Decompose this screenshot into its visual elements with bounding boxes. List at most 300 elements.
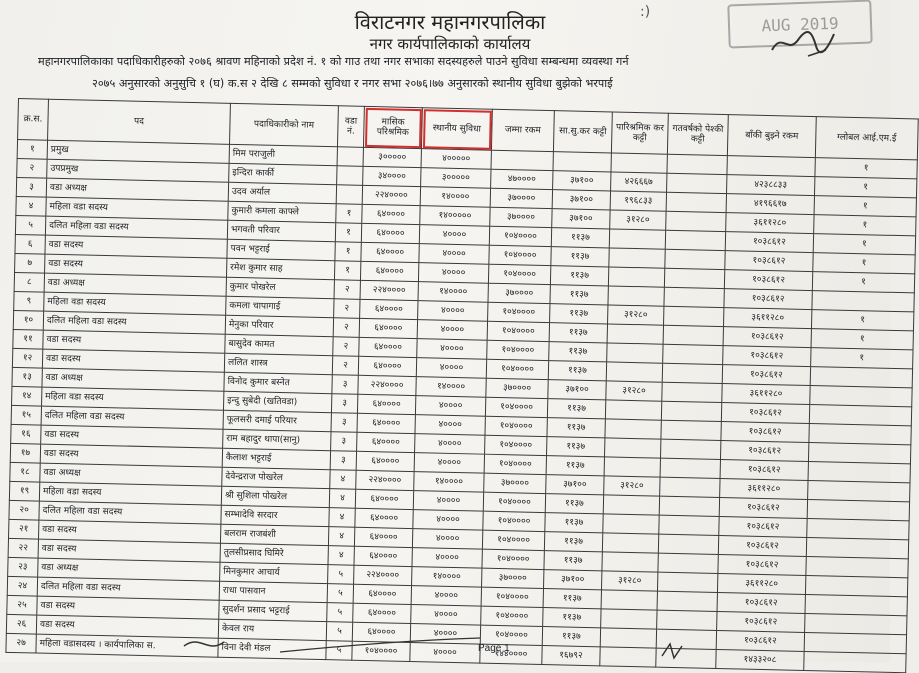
table-cell: ११३७: [547, 399, 605, 419]
table-cell: ६४००००: [353, 603, 411, 623]
table-cell: वडा सदस्य: [42, 349, 224, 372]
table-cell: [805, 594, 907, 615]
table-cell: ४००००: [415, 415, 485, 436]
table-cell: ४००००: [419, 225, 489, 246]
corner-signature: [660, 640, 700, 660]
allowance-table-wrapper: [5, 98, 917, 673]
table-cell: वडा सदस्य: [45, 235, 227, 258]
allowance-table: [5, 98, 918, 673]
table-cell: ३: [330, 451, 356, 471]
table-cell: ४००००: [413, 510, 483, 531]
table-cell: वडा सदस्य: [36, 615, 218, 638]
table-cell: ११३७: [543, 608, 601, 628]
table-cell: [805, 575, 907, 596]
table-cell: [553, 152, 611, 172]
table-cell: दलित महिला वडा सदस्य: [39, 501, 221, 524]
table-cell: [609, 229, 665, 249]
table-cell: [603, 495, 659, 515]
table-cell: [602, 552, 658, 572]
table-cell: राधा पासवान: [219, 581, 327, 602]
table-cell: १४०००००: [420, 206, 490, 227]
table-cell: १४००००: [420, 187, 490, 208]
table-cell: [663, 325, 723, 345]
table-cell: २: [334, 299, 360, 319]
table-cell: ४००००: [418, 301, 488, 322]
table-cell: २२४००००: [360, 280, 418, 300]
table-cell: १: [811, 348, 913, 369]
table-cell: [662, 382, 722, 402]
table-cell: देवेन्द्रराज पोखरेल: [222, 467, 330, 488]
table-cell: १५: [11, 405, 41, 425]
table-cell: १०३८६१२: [724, 270, 812, 291]
table-cell: ६४००००: [359, 337, 417, 357]
table-cell: ४: [329, 489, 355, 509]
table-cell: पवन भट्टराई: [227, 239, 335, 260]
smiley-mark-icon: :): [640, 4, 651, 20]
table-cell: ११३७: [551, 247, 609, 267]
table-cell: [808, 481, 910, 502]
table-cell: वडा अध्यक्ष: [44, 273, 226, 296]
table-cell: [665, 230, 725, 250]
table-cell: २: [17, 158, 47, 178]
table-cell: २३: [8, 557, 38, 577]
table-cell: महिला वडा सदस्य: [46, 197, 228, 220]
table-cell: २: [333, 337, 359, 357]
table-cell: [601, 590, 657, 610]
table-cell: [601, 609, 657, 629]
table-cell: ११३७: [547, 437, 605, 457]
table-cell: ३: [331, 432, 357, 452]
table-cell: दलित महिला वडा सदस्य: [45, 216, 227, 239]
table-cell: ३६११२८०: [717, 574, 805, 595]
table-cell: १: [335, 223, 361, 243]
table-cell: [664, 268, 724, 288]
table-cell: [804, 651, 906, 672]
table-cell: २२: [8, 538, 38, 558]
table-cell: ४००००: [415, 434, 485, 455]
table-cell: १०४००००: [485, 397, 547, 417]
table-cell: १: [334, 261, 360, 281]
intro-line-1: महानगरपालिकाका पदाधिकारीहरुको २०७६ श्रावण महिनाको प्रदेश नं. १ को गाउ तथा नगर सभाका सदस्यहरुले पाउने सुविधा सम्बन्धमा व्यवस्था गर्न: [38, 55, 629, 68]
table-cell: [606, 362, 662, 382]
table-cell: [662, 363, 722, 383]
table-cell: ६४००००: [357, 413, 415, 433]
table-cell: १०३८६१२: [724, 289, 812, 310]
table-cell: ६४००००: [354, 546, 412, 566]
table-cell: १: [814, 196, 916, 217]
table-cell: वडा सदस्य: [37, 596, 219, 619]
signature-mark: [768, 28, 838, 58]
table-cell: ३७१००: [546, 475, 604, 495]
table-cell: १८: [10, 462, 40, 482]
table-cell: ४००००: [411, 586, 481, 607]
table-cell: ४००००: [417, 320, 487, 341]
document-subtitle: नगर कार्यपालिकाको कार्यालय: [369, 35, 531, 53]
table-cell: ४: [328, 527, 354, 547]
table-cell: ३७००००: [490, 188, 552, 208]
table-cell: १०३८६१२: [722, 365, 810, 386]
table-cell: दलित महिला वडा सदस्य: [41, 406, 223, 429]
column-header: ग्लोबल आई.एम.ई: [815, 117, 918, 160]
table-cell: ३१२८०: [608, 305, 664, 325]
table-cell: ४००००: [410, 624, 480, 645]
table-cell: ३: [331, 413, 357, 433]
table-cell: १: [811, 310, 913, 331]
table-cell: २७: [6, 633, 36, 653]
table-cell: ६४००००: [359, 318, 417, 338]
table-cell: [667, 173, 727, 193]
table-cell: [809, 424, 911, 445]
table-cell: ९: [14, 291, 44, 311]
table-cell: ५: [15, 215, 45, 235]
table-cell: ५: [326, 622, 352, 642]
table-cell: वडा सदस्य: [41, 425, 223, 448]
table-cell: दलित महिला वडा सदस्य: [37, 577, 219, 600]
table-cell: ३६११२८०: [722, 384, 810, 405]
table-cell: ११३७: [545, 513, 603, 533]
table-cell: ३७१००: [552, 209, 610, 229]
table-cell: १: [814, 215, 916, 236]
table-cell: ६४००००: [360, 299, 418, 319]
table-cell: [659, 496, 719, 516]
table-cell: [667, 154, 727, 174]
table-cell: [657, 572, 717, 592]
table-cell: ३: [331, 394, 357, 414]
table-cell: १: [812, 272, 914, 293]
table-cell: ४००००: [413, 491, 483, 512]
column-header: मासिक परिश्रमिक: [363, 106, 422, 148]
table-cell: [608, 286, 664, 306]
table-cell: १०४००००: [487, 340, 549, 360]
table-cell: २: [334, 280, 360, 300]
column-header: गतवर्षको पेश्की कट्टी: [667, 113, 728, 155]
table-cell: कुमार पोखरेल: [226, 277, 334, 298]
table-cell: १०३८६१२: [719, 498, 807, 519]
table-cell: ११३७: [545, 494, 603, 514]
table-cell: कमला चापागाई: [226, 296, 334, 317]
table-cell: विना देवी मंडल: [218, 638, 326, 659]
table-cell: भगवती परिवार: [227, 220, 335, 241]
table-cell: ३७००००: [482, 568, 544, 588]
table-cell: ३७१००: [548, 380, 606, 400]
table-cell: [609, 248, 665, 268]
table-cell: १०३८६१२: [725, 232, 813, 253]
table-cell: [661, 420, 721, 440]
table-cell: ८: [14, 272, 44, 292]
table-cell: ११३७: [549, 323, 607, 343]
table-cell: ६४००००: [357, 394, 415, 414]
table-cell: १०३८६१२: [721, 422, 809, 443]
table-cell: ३१२८०: [604, 476, 660, 496]
table-cell: [661, 401, 721, 421]
table-cell: महिला वडासदस्य । कार्यपालिका स.: [36, 634, 218, 657]
column-header: वडा नं.: [337, 106, 364, 148]
table-cell: ११३७: [544, 532, 602, 552]
table-cell: ११३७: [542, 627, 600, 647]
table-cell: ५: [326, 641, 352, 661]
table-cell: महिला वडा सदस्य: [44, 292, 226, 315]
table-cell: [607, 324, 663, 344]
table-cell: ३७१००: [552, 190, 610, 210]
column-header: बाँकी बुझ्ने रकम: [727, 115, 816, 158]
table-cell: १०४००००: [482, 530, 544, 550]
table-cell: १०४००००: [485, 435, 547, 455]
table-cell: [660, 477, 720, 497]
table-cell: ६४००००: [361, 223, 419, 243]
table-cell: ४०००००: [421, 149, 491, 170]
table-cell: [659, 515, 719, 535]
table-cell: [660, 439, 720, 459]
table-cell: ६: [15, 234, 45, 254]
table-cell: ६४००००: [358, 356, 416, 376]
table-cell: फूलसरी दमाई परियार: [223, 410, 331, 431]
table-cell: ११३७: [551, 228, 609, 248]
table-cell: १४: [12, 386, 42, 406]
table-cell: १०४००००: [483, 492, 545, 512]
table-cell: १४३३२०८: [716, 649, 804, 670]
table-cell: १३: [12, 367, 42, 387]
table-cell: १०४००००: [480, 625, 542, 645]
table-cell: २: [333, 318, 359, 338]
date-stamp: AUG 2019: [727, 0, 872, 48]
table-cell: १: [17, 140, 47, 160]
table-cell: ३०००००: [363, 147, 421, 167]
table-cell: १०४००००: [486, 359, 548, 379]
table-cell: मिम पराजुली: [229, 144, 337, 165]
table-cell: [806, 538, 908, 559]
table-cell: ४००००: [411, 605, 481, 626]
table-cell: [810, 386, 912, 407]
table-cell: २१: [9, 519, 39, 539]
table-cell: १४४००००: [480, 644, 542, 664]
table-cell: ४: [330, 470, 356, 490]
table-cell: ४००००: [414, 453, 484, 474]
table-cell: १०३८६१२: [719, 517, 807, 538]
table-cell: महिला वडा सदस्य: [42, 387, 224, 410]
table-cell: वडा सदस्य: [38, 539, 220, 562]
table-cell: १४००००: [414, 472, 484, 493]
table-cell: [337, 166, 363, 186]
table-cell: ३०००००: [421, 168, 491, 189]
table-cell: ४००००: [415, 396, 485, 417]
table-cell: १०४००००: [481, 606, 543, 626]
table-cell: [605, 438, 661, 458]
table-cell: ३६११२८०: [723, 308, 811, 329]
table-cell: ३१२८०: [601, 571, 657, 591]
table-cell: ३७००००: [488, 283, 550, 303]
table-cell: ३७००००: [486, 378, 548, 398]
table-cell: वडा अध्यक्ष: [38, 558, 220, 581]
table-cell: ५: [328, 565, 354, 585]
page-number: Page 1: [478, 643, 510, 654]
table-cell: १९६८३३: [610, 191, 666, 211]
intro-line-2: २०७५ अनुसारको अनुसुचि १ (घ) क.स २ देखि ८ सम्मको सुविधा र नगर सभा २०७६।७७ अनुसारको स्थानीय सुविधा बुझेको भरपाई: [92, 77, 613, 90]
column-header: पारिश्रमिक कर कट्टी: [611, 112, 668, 154]
table-cell: दलित महिला वडा सदस्य: [43, 311, 225, 334]
table-cell: [804, 632, 906, 653]
table-cell: ३: [332, 375, 358, 395]
table-cell: २४: [7, 576, 37, 596]
table-cell: ६४००००: [360, 261, 418, 281]
table-cell: [727, 156, 815, 177]
table-cell: ६४००००: [355, 489, 413, 509]
table-cell: १०३८६१२: [718, 536, 806, 557]
table-cell: ४००००: [418, 263, 488, 284]
table-cell: बलराम राजबंशी: [220, 524, 328, 545]
table-cell: रमेश कुमार साह: [226, 258, 334, 279]
table-cell: प्रमुख: [47, 140, 229, 163]
table-cell: १०४००००: [485, 416, 547, 436]
table-cell: १९: [9, 481, 39, 501]
table-cell: ५: [327, 603, 353, 623]
table-cell: [657, 610, 717, 630]
table-cell: [810, 367, 912, 388]
table-cell: १६७९२: [542, 646, 600, 666]
table-cell: १: [813, 253, 915, 274]
table-cell: ३७१००: [553, 171, 611, 191]
table-cell: १०३८६१२: [721, 403, 809, 424]
table-cell: [336, 185, 362, 205]
table-cell: १०४००००: [489, 245, 551, 265]
table-cell: [603, 514, 659, 534]
table-cell: [812, 291, 914, 312]
table-cell: ३७००००: [484, 473, 546, 493]
table-cell: ४७००००: [491, 169, 553, 189]
table-cell: [663, 344, 723, 364]
table-cell: १: [335, 242, 361, 262]
table-cell: [806, 557, 908, 578]
table-cell: ११३७: [550, 285, 608, 305]
table-cell: वडा अध्यक्ष: [46, 178, 228, 201]
column-header: स्थानीय सुविधा: [421, 108, 492, 151]
table-cell: इन्दु सुबेदी (खतिवडा): [223, 391, 331, 412]
table-cell: [605, 419, 661, 439]
table-cell: ४: [329, 508, 355, 528]
table-cell: [658, 553, 718, 573]
table-cell: २: [332, 356, 358, 376]
table-cell: मेनुका परिवार: [225, 315, 333, 336]
table-cell: [665, 249, 725, 269]
table-cell: १०३८६१२: [717, 592, 805, 613]
table-cell: [605, 400, 661, 420]
table-cell: ३१२८०: [610, 210, 666, 230]
table-cell: वडा सदस्य: [45, 254, 227, 277]
column-header: पद: [48, 99, 231, 144]
table-cell: १०४००००: [487, 321, 549, 341]
table-cell: १०४००००: [488, 302, 550, 322]
table-cell: ११३७: [550, 266, 608, 286]
table-cell: वडा सदस्य: [40, 444, 222, 467]
table-cell: वडा सदस्य: [38, 520, 220, 543]
table-cell: १: [814, 177, 916, 198]
table-cell: १०३८६१२: [720, 460, 808, 481]
table-cell: [807, 519, 909, 540]
table-cell: वडा अध्यक्ष: [40, 463, 222, 486]
table-cell: [657, 591, 717, 611]
table-cell: वडा अध्यक्ष: [42, 368, 224, 391]
table-cell: ४००००: [416, 358, 486, 379]
table-cell: ४००००: [417, 339, 487, 360]
table-cell: २५: [7, 595, 37, 615]
table-cell: १०४००००: [489, 226, 551, 246]
table-cell: [809, 405, 911, 426]
table-cell: १: [815, 158, 917, 179]
table-cell: ३७००००: [490, 207, 552, 227]
table-cell: १०३८६१२: [720, 441, 808, 462]
table-cell: २६: [6, 614, 36, 634]
table-cell: [666, 192, 726, 212]
table-cell: [491, 150, 553, 170]
table-cell: २२४००००: [362, 185, 420, 205]
table-cell: [604, 457, 660, 477]
table-cell: [664, 287, 724, 307]
table-cell: १४००००: [412, 567, 482, 588]
table-cell: १४००००: [418, 282, 488, 303]
table-cell: ३६११२८०: [726, 213, 814, 234]
table-cell: १०४००००: [483, 511, 545, 531]
table-cell: सुदर्शन प्रसाद भट्टराई: [219, 600, 327, 621]
table-cell: १६: [11, 424, 41, 444]
table-cell: ३४००००: [363, 166, 421, 186]
table-cell: ६४००००: [354, 527, 412, 547]
table-cell: १०३८६१२: [717, 611, 805, 632]
table-cell: [808, 443, 910, 464]
table-cell: १०: [13, 310, 43, 330]
table-cell: ६४००००: [353, 584, 411, 604]
table-cell: ४००००: [410, 643, 480, 664]
table-cell: १: [336, 204, 362, 224]
table-cell: [607, 343, 663, 363]
table-cell: ४००००: [419, 244, 489, 265]
table-cell: २२४००००: [354, 565, 412, 585]
column-header: जम्मा रकम: [491, 109, 554, 151]
table-cell: वडा सदस्य: [43, 330, 225, 353]
table-cell: कुमारी कमला काफ्ले: [228, 201, 336, 222]
table-body: [6, 140, 917, 673]
table-cell: [664, 306, 724, 326]
table-cell: १०४००००: [484, 454, 546, 474]
table-cell: १: [813, 234, 915, 255]
table-cell: १२: [12, 348, 42, 368]
table-cell: बासुदेव कामत: [225, 334, 333, 355]
table-cell: इन्दिरा कार्की: [229, 163, 337, 184]
table-cell: [660, 458, 720, 478]
table-cell: ११३७: [544, 551, 602, 571]
table-cell: तुलसीप्रसाद घिमिरे: [220, 543, 328, 564]
table-cell: [658, 534, 718, 554]
table-cell: ४: [328, 546, 354, 566]
table-cell: २०: [9, 500, 39, 520]
table-cell: ५: [327, 584, 353, 604]
table-cell: ४: [16, 196, 46, 216]
table-cell: ११३७: [550, 304, 608, 324]
table-cell: ४२६६६७: [611, 172, 667, 192]
table-cell: उपप्रमुख: [47, 159, 229, 182]
table-cell: ३: [16, 177, 46, 197]
table-cell: ११३७: [543, 589, 601, 609]
table-cell: ११३७: [546, 456, 604, 476]
table-cell: ६४००००: [361, 242, 419, 262]
table-cell: [805, 613, 907, 634]
table-cell: [666, 211, 726, 231]
table-cell: ४२३८८३३: [727, 175, 815, 196]
table-cell: १०४००००: [352, 641, 410, 661]
table-cell: १०३८६१२: [723, 327, 811, 348]
table-cell: १०३८६१२: [716, 630, 804, 651]
table-cell: ३७१००: [544, 570, 602, 590]
table-cell: १०४००००: [482, 549, 544, 569]
table-cell: [611, 153, 667, 173]
